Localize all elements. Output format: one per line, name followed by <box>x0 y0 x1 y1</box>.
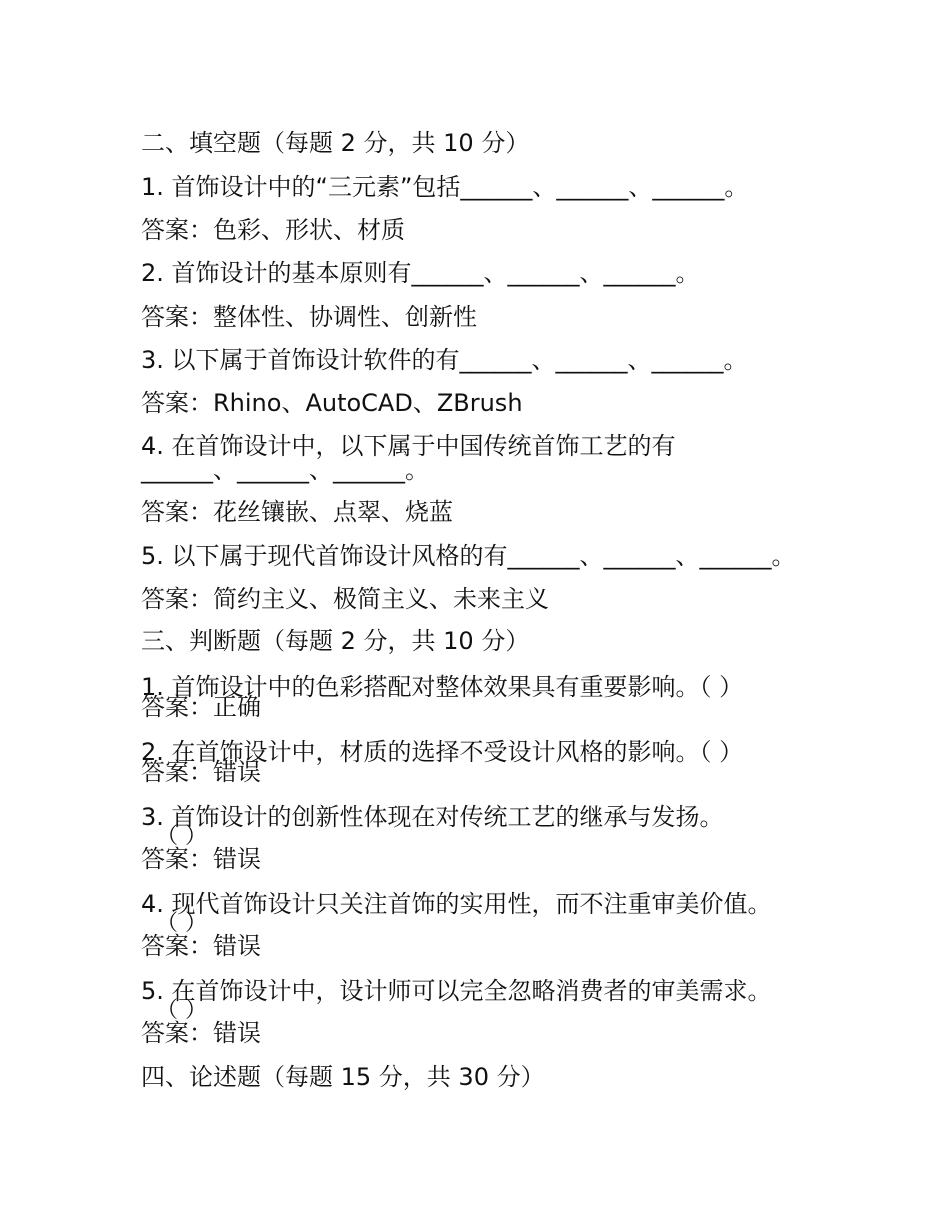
fill-blank-question-2: 2. 首饰设计的基本原则有______、______、______。 <box>141 259 700 287</box>
true-false-answer-4: 答案：错误 <box>141 932 261 960</box>
fill-blank-answer-4: 答案：花丝镶嵌、点翠、烧蓝 <box>141 498 453 526</box>
true-false-question-2: 2. 在首饰设计中，材质的选择不受设计风格的影响。（ ） <box>141 738 744 766</box>
true-false-answer-3: 答案：错误 <box>141 845 261 873</box>
true-false-paren-4: （ ） <box>156 911 207 936</box>
true-false-answer-2: 答案：错误 <box>141 758 261 786</box>
true-false-question-3: 3. 首饰设计的创新性体现在对传统工艺的继承与发扬。 <box>141 803 724 831</box>
fill-blank-answer-1: 答案：色彩、形状、材质 <box>141 216 405 244</box>
section-heading-fill-blank: 二、填空题（每题 2 分，共 10 分） <box>141 129 530 157</box>
fill-blank-answer-3: 答案：Rhino、AutoCAD、ZBrush <box>141 389 523 417</box>
true-false-question-4: 4. 现代首饰设计只关注首饰的实用性，而不注重审美价值。 <box>141 890 772 918</box>
fill-blank-answer-5: 答案：简约主义、极简主义、未来主义 <box>141 585 549 613</box>
fill-blank-question-4-continued: ______、______、______。 <box>141 456 429 484</box>
true-false-answer-1: 答案：正确 <box>141 693 261 721</box>
fill-blank-question-5: 5. 以下属于现代首饰设计风格的有______、______、______。 <box>141 542 796 570</box>
fill-blank-question-1: 1. 首饰设计中的“三元素”包括______、______、______。 <box>141 173 749 201</box>
true-false-paren-3: （ ） <box>156 824 207 849</box>
true-false-question-1: 1. 首饰设计中的色彩搭配对整体效果具有重要影响。（ ） <box>141 673 744 701</box>
fill-blank-question-3: 3. 以下属于首饰设计软件的有______、______、______。 <box>141 346 748 374</box>
true-false-question-5: 5. 在首饰设计中，设计师可以完全忽略消费者的审美需求。 <box>141 977 772 1005</box>
section-heading-essay: 四、论述题（每题 15 分，共 30 分） <box>141 1063 545 1091</box>
true-false-paren-5: （ ） <box>156 998 207 1023</box>
section-heading-true-false: 三、判断题（每题 2 分，共 10 分） <box>141 627 530 655</box>
true-false-answer-5: 答案：错误 <box>141 1019 261 1047</box>
fill-blank-answer-2: 答案：整体性、协调性、创新性 <box>141 303 477 331</box>
fill-blank-question-4: 4. 在首饰设计中，以下属于中国传统首饰工艺的有 <box>141 432 676 460</box>
